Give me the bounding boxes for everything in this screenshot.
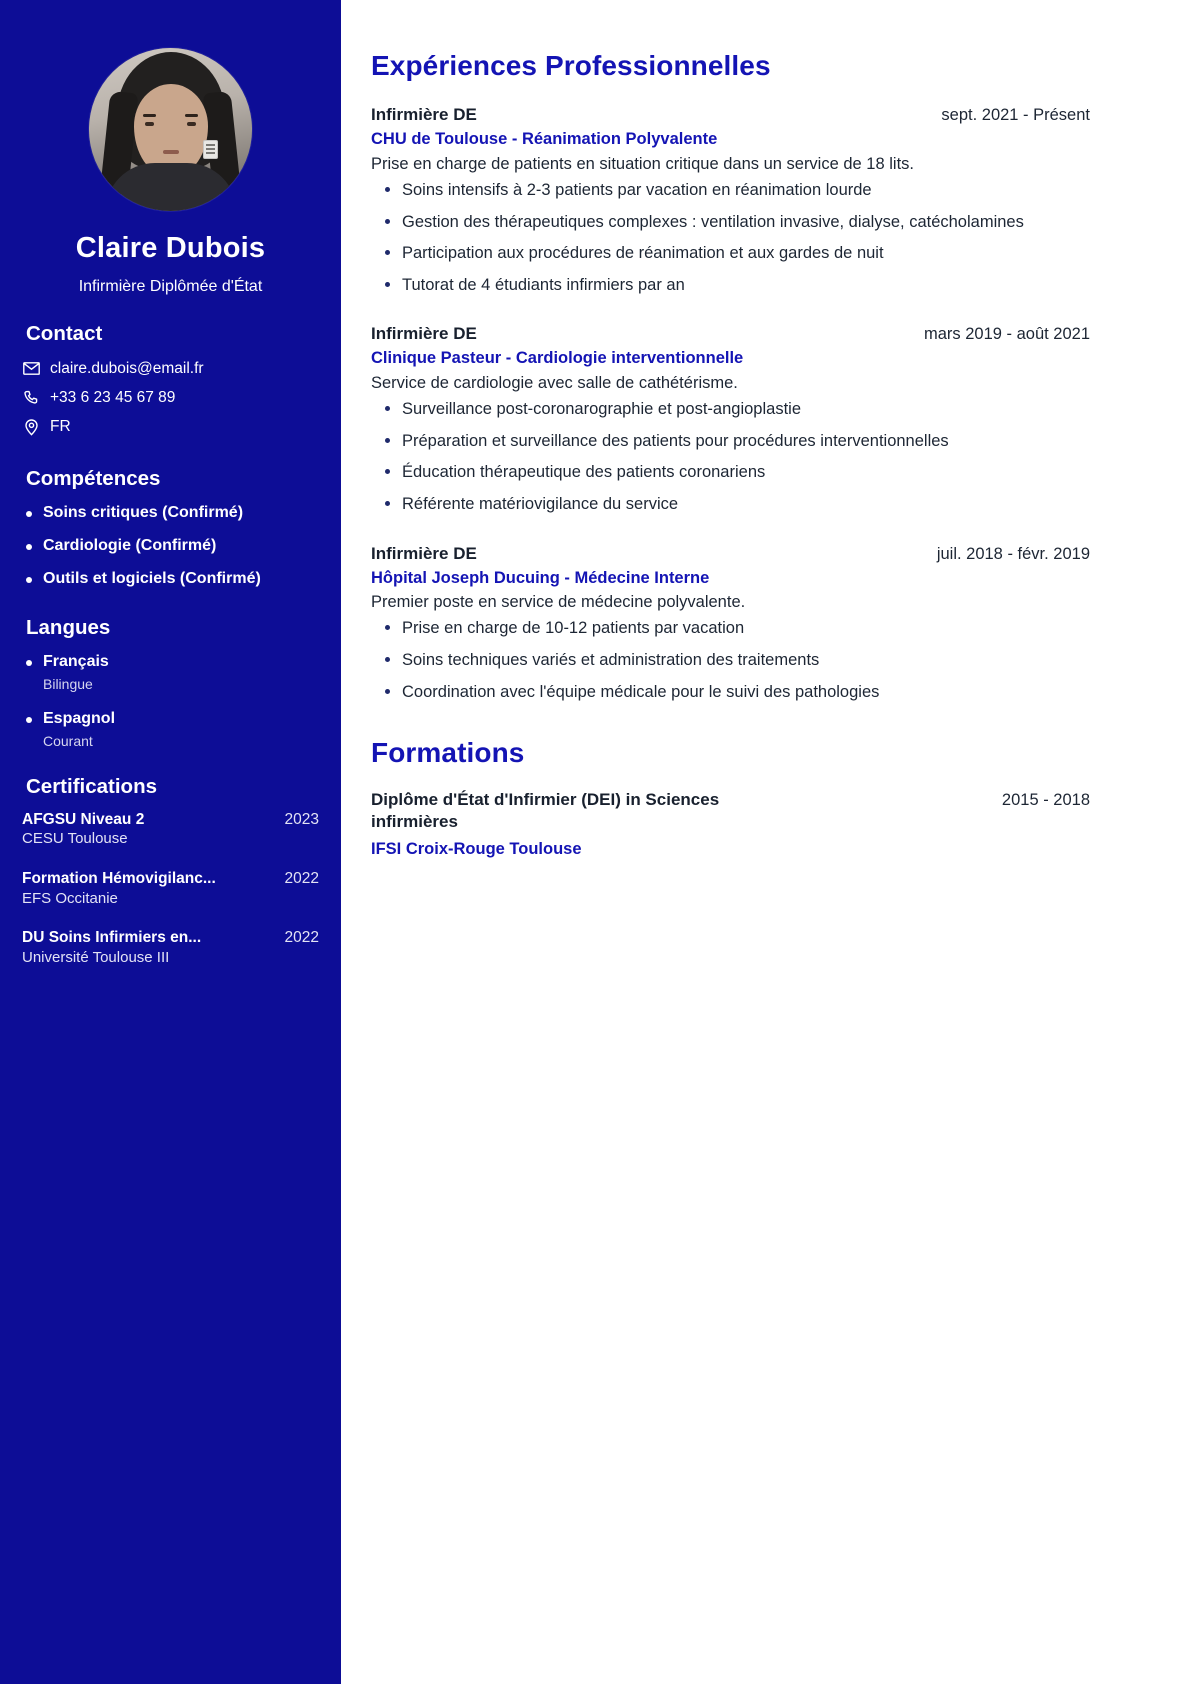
certification-year: 2023 [284, 811, 319, 829]
job-title: Infirmière DE [371, 324, 477, 344]
certification-name: DU Soins Infirmiers en... [22, 929, 202, 947]
contact-location-value: FR [50, 418, 71, 436]
certification-org: CESU Toulouse [22, 830, 128, 848]
certification-name: Formation Hémovigilanc... [22, 870, 216, 888]
job-organization: Clinique Pasteur - Cardiologie interventionnelle [371, 349, 744, 368]
job-bullet-list [371, 179, 1090, 296]
education-degree: Diplôme d'État d'Infirmier (DEI) in Sciences infirmières [371, 790, 720, 832]
phone-icon [22, 390, 40, 406]
language-item [22, 652, 319, 693]
job-bullet: Préparation et surveillance des patients pour procédures interventionnelles [371, 430, 1090, 453]
skill-item: Soins critiques (Confirmé) [22, 503, 319, 524]
skill-item: Outils et logiciels (Confirmé) [22, 569, 319, 590]
experience-entry [371, 104, 1090, 296]
contact-phone-value: +33 6 23 45 67 89 [50, 389, 176, 407]
job-bullet-list [371, 398, 1090, 515]
certification-year: 2022 [284, 870, 319, 888]
job-date: sept. 2021 - Présent [941, 106, 1090, 125]
profile-photo [89, 48, 252, 211]
job-description: Premier poste en service de médecine polyvalente. [371, 593, 746, 612]
candidate-name: Claire Dubois [75, 232, 266, 264]
language-item [22, 709, 319, 750]
certification-item [22, 810, 319, 849]
certifications-list [22, 810, 319, 967]
language-name: Espagnol [43, 709, 116, 727]
job-bullet: Gestion des thérapeutiques complexes : ventilation invasive, dialyse, catécholamines [371, 211, 1090, 234]
certification-name: AFGSU Niveau 2 [22, 811, 145, 829]
job-title: Infirmière DE [371, 543, 477, 563]
candidate-role: Infirmière Diplômée d'État [78, 277, 263, 295]
language-level: Courant [43, 732, 93, 749]
job-bullet: Surveillance post-coronarographie et post-angioplastie [371, 398, 1090, 421]
certification-year: 2022 [284, 929, 319, 947]
experience-section-heading: Expériences Professionnelles [371, 50, 771, 81]
job-bullet: Soins intensifs à 2-3 patients par vacation en réanimation lourde [371, 179, 1090, 202]
education-school: IFSI Croix-Rouge Toulouse [371, 839, 582, 858]
avatar-container [22, 48, 319, 211]
contact-heading: Contact [26, 322, 103, 346]
skills-heading: Compétences [26, 466, 161, 490]
contact-phone[interactable] [22, 388, 319, 407]
certification-item [22, 869, 319, 908]
skills-list [22, 503, 319, 589]
language-level: Bilingue [43, 676, 93, 693]
main-content [341, 0, 1190, 1684]
envelope-icon [22, 362, 40, 375]
job-bullet: Coordination avec l'équipe médicale pour le suivi des pathologies [371, 681, 1090, 704]
job-organization: Hôpital Joseph Ducuing - Médecine Interne [371, 568, 710, 587]
job-organization: CHU de Toulouse - Réanimation Polyvalente [371, 130, 718, 149]
certifications-heading: Certifications [26, 775, 157, 799]
job-bullet: Éducation thérapeutique des patients coronariens [371, 461, 1090, 484]
languages-list [22, 652, 319, 749]
job-date: mars 2019 - août 2021 [923, 325, 1090, 344]
job-bullet: Participation aux procédures de réanimation et aux gardes de nuit [371, 242, 1090, 265]
job-bullet-list [371, 617, 1090, 703]
contact-location[interactable] [22, 417, 319, 436]
job-date: juil. 2018 - févr. 2019 [936, 544, 1090, 563]
skill-item: Cardiologie (Confirmé) [22, 536, 319, 557]
education-entry [371, 789, 1090, 860]
job-description: Service de cardiologie avec salle de cathétérisme. [371, 373, 738, 392]
sidebar [0, 0, 341, 1684]
job-description: Prise en charge de patients en situation critique dans un service de 18 lits. [371, 154, 914, 173]
contact-email-value: claire.dubois@email.fr [50, 359, 204, 377]
experience-entry [371, 323, 1090, 515]
job-bullet: Prise en charge de 10-12 patients par vacation [371, 617, 1090, 640]
experience-entry [371, 543, 1090, 704]
contact-list [22, 359, 319, 437]
job-title: Infirmière DE [371, 105, 477, 125]
job-bullet: Référente matériovigilance du service [371, 493, 1090, 516]
education-section-heading: Formations [371, 737, 525, 769]
job-bullet: Tutorat de 4 étudiants infirmiers par an [371, 274, 1090, 297]
job-bullet: Soins techniques variés et administration des traitements [371, 649, 1090, 672]
location-pin-icon [22, 419, 40, 436]
languages-heading: Langues [26, 615, 111, 639]
contact-email[interactable] [22, 359, 319, 378]
certification-item [22, 928, 319, 967]
certification-org: Université Toulouse III [22, 948, 170, 966]
certification-org: EFS Occitanie [22, 889, 118, 907]
education-date: 2015 - 2018 [1001, 791, 1090, 810]
id-badge-icon [203, 140, 218, 159]
language-name: Français [43, 653, 109, 671]
